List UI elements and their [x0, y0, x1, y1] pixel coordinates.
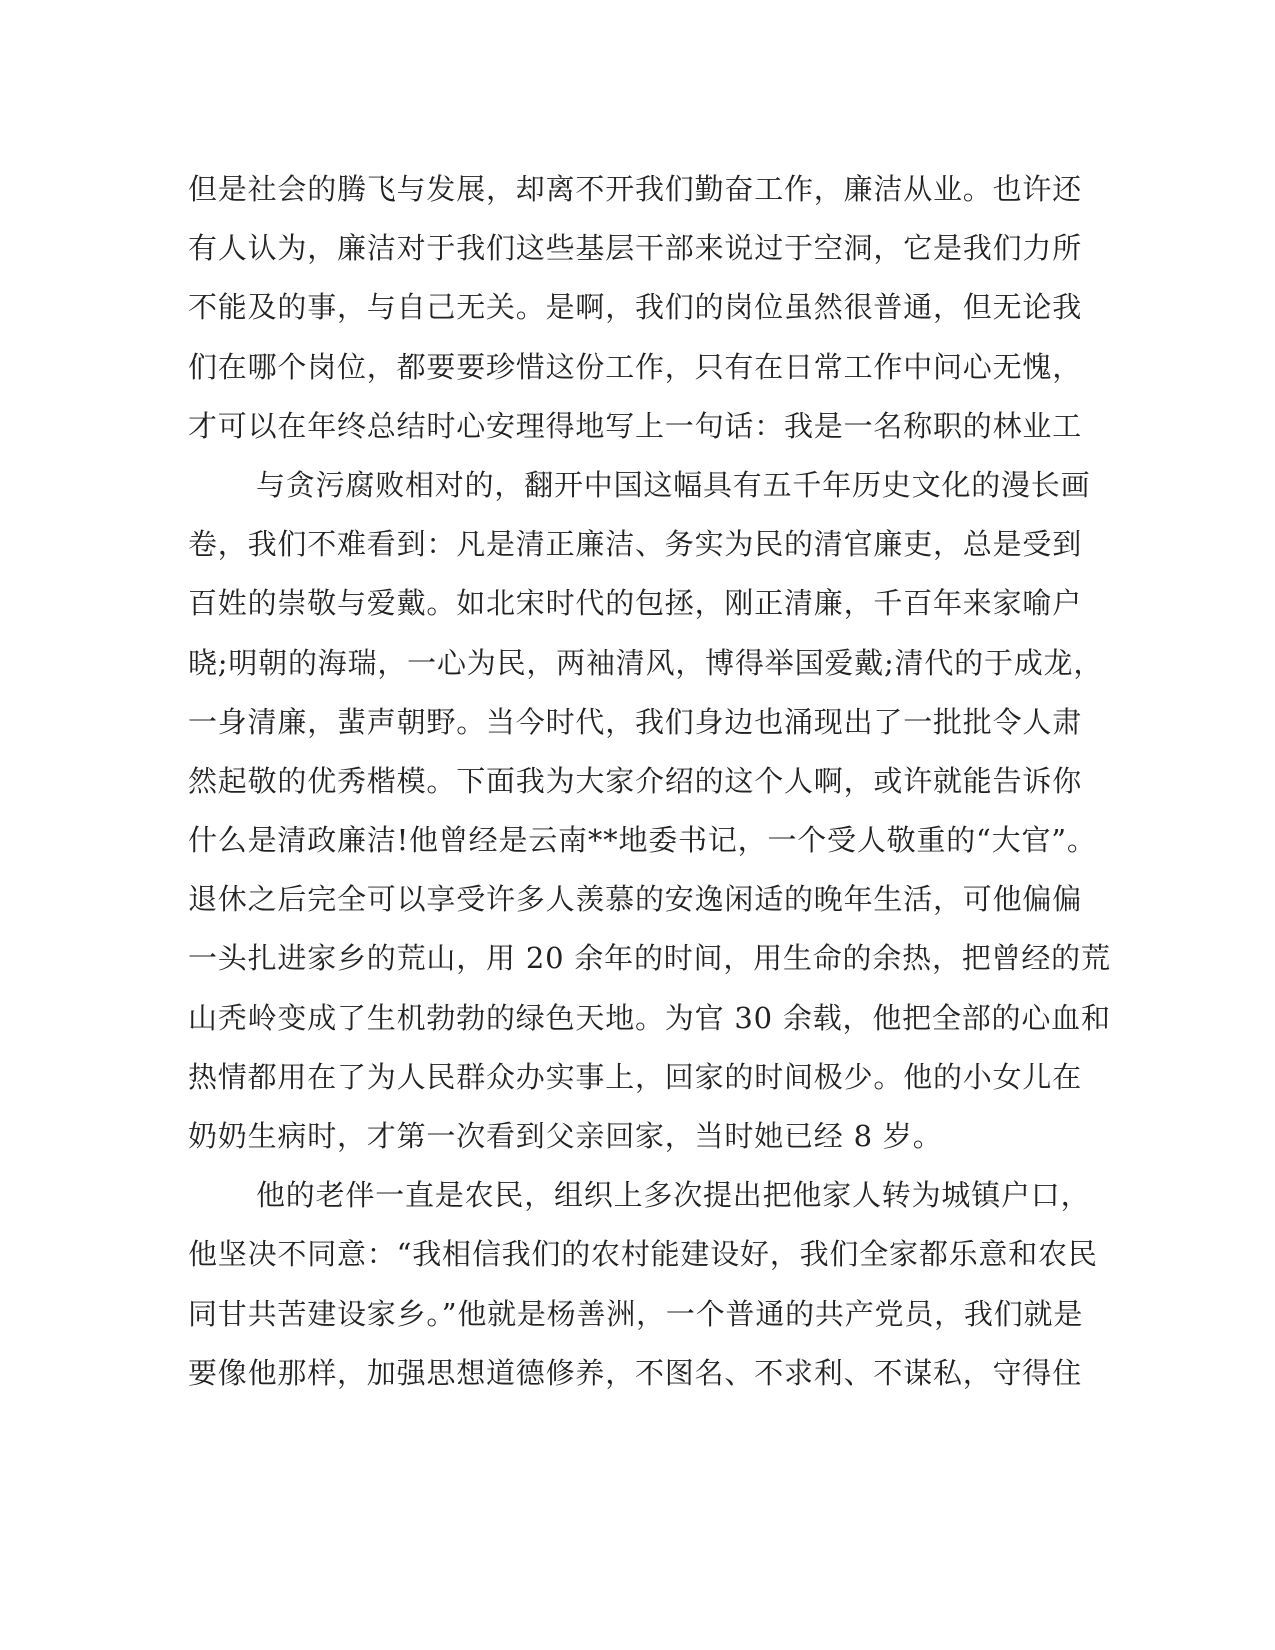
text-line: 同甘共苦建设家乡。”他就是杨善洲，一个普通的共产党员，我们就是 — [188, 1296, 1084, 1331]
text-line: 一身清廉，蜚声朝野。当今时代，我们身边也涌现出了一批批令人肃 — [188, 704, 1083, 739]
text-line: 他坚决不同意：“我相信我们的农村能建设好，我们全家都乐意和农民 — [188, 1237, 1098, 1272]
text-line: 才可以在年终总结时心安理得地写上一句话：我是一名称职的林业工 — [188, 408, 1083, 443]
text-line: 退休之后完全可以享受许多人羡慕的安逸闲适的晚年生活，可他偏偏 — [188, 882, 1083, 917]
text-line: 百姓的崇敬与爱戴。如北宋时代的包拯，刚正清廉，千百年来家喻户 — [188, 586, 1083, 621]
text-line: 奶奶生病时，才第一次看到父亲回家，当时她已经 8 岁。 — [188, 1119, 943, 1153]
text-line: 然起敬的优秀楷模。下面我为大家介绍的这个人啊，或许就能告诉你 — [188, 763, 1083, 798]
text-line: 山秃岭变成了生机勃勃的绿色天地。为官 30 余载，他把全部的心血和 — [188, 1000, 1111, 1035]
text-line: 们在哪个岗位，都要要珍惜这份工作，只有在日常工作中问心无愧， — [188, 349, 1083, 384]
text-line: 热情都用在了为人民群众办实事上，回家的时间极少。他的小女儿在 — [188, 1059, 1083, 1094]
text-line: 一头扎进家乡的荒山，用 20 余年的时间，用生命的余热，把曾经的荒 — [188, 941, 1111, 976]
text-line: 有人认为，廉洁对于我们这些基层干部来说过于空洞，它是我们力所 — [188, 231, 1083, 266]
text-line: 卷，我们不难看到：凡是清正廉洁、务实为民的清官廉吏，总是受到 — [188, 527, 1083, 562]
text-line: 但是社会的腾飞与发展，却离不开我们勤奋工作，廉洁从业。也许还 — [188, 172, 1083, 206]
body-text — [188, 160, 1111, 1403]
text-line: 什么是清政廉洁!他曾经是云南**地委书记，一个受人敬重的“大官”。 — [188, 823, 1097, 858]
text-line: 不能及的事，与自己无关。是啊，我们的岗位虽然很普通，但无论我 — [188, 290, 1083, 325]
text-line: 晓;明朝的海瑞，一心为民，两袖清风，博得举国爱戴;清代的于成龙， — [188, 645, 1104, 680]
paragraph-start-line: 与贪污腐败相对的，翻开中国这幅具有五千年历史文化的漫长画 — [256, 467, 1091, 502]
text-line: 要像他那样，加强思想道德修养，不图名、不求利、不谋私，守得住 — [188, 1355, 1083, 1390]
paragraph-start-line: 他的老伴一直是农民，组织上多次提出把他家人转为城镇户口， — [256, 1178, 1091, 1213]
